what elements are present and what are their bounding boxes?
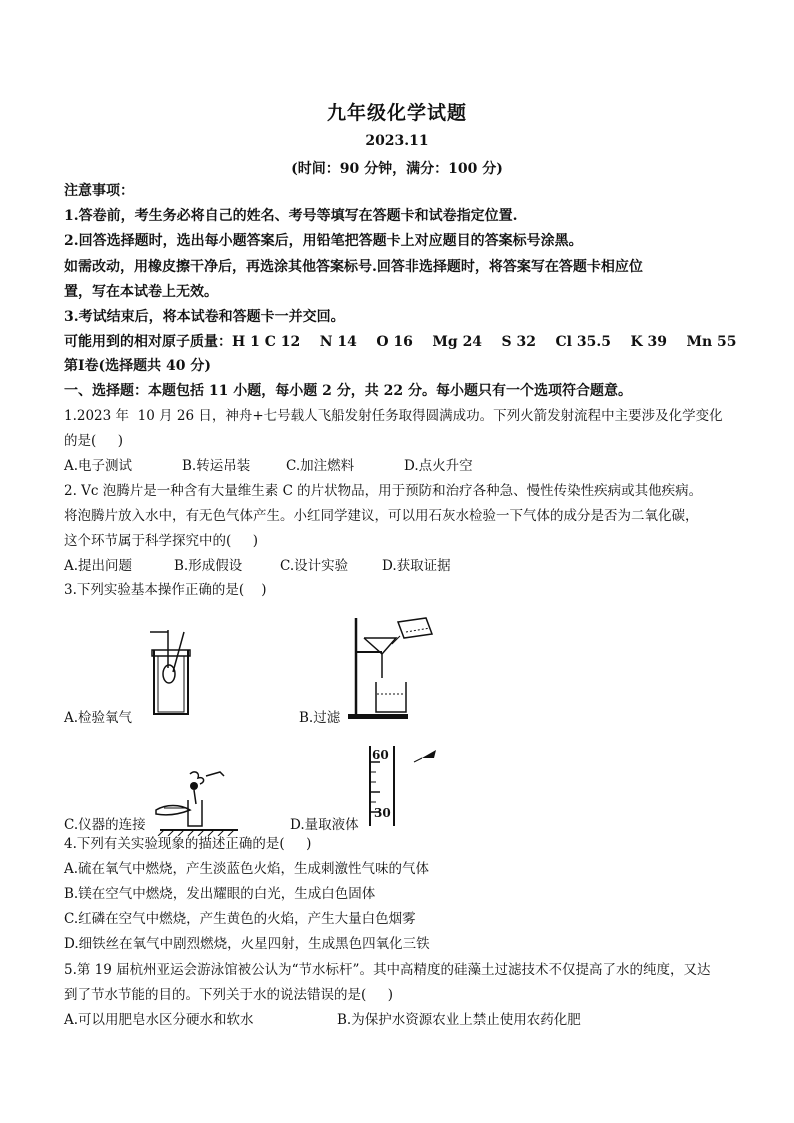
q2-option-b: B.形成假设	[174, 558, 243, 574]
apparatus-connection-illustration	[150, 770, 240, 836]
q4-option-a: A.硫在氧气中燃烧，产生淡蓝色火焰，生成刺激性气味的气体	[64, 861, 430, 877]
cylinder-mark-60: 60	[372, 748, 389, 762]
q2-stem-end: 这个环节属于科学探究中的( )	[64, 533, 258, 549]
q2-options	[64, 556, 451, 576]
q2-option-d: D.获取证据	[382, 558, 451, 574]
q3-option-b: B.过滤	[299, 710, 341, 726]
cylinder-mark-30: 30	[374, 806, 391, 820]
q5-options	[64, 1010, 581, 1030]
note-1: 1.答卷前，考生务必将自己的姓名、考号等填写在答题卡和试卷指定位置.	[64, 208, 518, 224]
q1-options	[64, 456, 473, 476]
note-2-end: 置，写在本试卷上无效。	[64, 284, 218, 300]
note-3: 3.考试结束后，将本试卷和答题卡一并交回。	[64, 309, 345, 325]
q2-option-c: C.设计实验	[280, 558, 349, 574]
part-label: 第Ⅰ卷(选择题共 40 分)	[64, 358, 212, 374]
q2-stem-2: 将泡腾片放入水中，有无色气体产生。小红同学建议，可以用石灰水检验一下气体的成分是否为二氧化碳，	[64, 508, 699, 524]
q2-option-a: A.提出问题	[64, 558, 133, 574]
exam-date: 2023.11	[365, 133, 429, 149]
note-2-continued: 如需改动，用橡皮擦干净后，再选涂其他答案标号.回答非选择题时，将答案写在答题卡相应位	[64, 259, 643, 275]
q3-stem: 3.下列实验基本操作正确的是( )	[64, 582, 267, 598]
section-instruction: 一、选择题：本题包括 11 小题，每小题 2 分，共 22 分。每小题只有一个选项符合题意。	[64, 383, 632, 399]
q3-option-a: A.检验氧气	[64, 710, 133, 726]
q4-stem: 4.下列有关实验现象的描述正确的是( )	[64, 836, 312, 852]
filtration-illustration	[348, 616, 438, 720]
q5-stem: 5.第 19 届杭州亚运会游泳馆被公认为“节水标杆”。其中高精度的硅藻土过滤技术不仅提高了水的纯度，又达	[64, 962, 711, 978]
time-info: (时间：90 分钟，满分：100 分)	[291, 161, 503, 177]
note-2: 2.回答选择题时，选出每小题答案后，用铅笔把答题卡上对应题目的答案标号涂黑。	[64, 233, 583, 249]
q4-option-b: B.镁在空气中燃烧，发出耀眼的白光，生成白色固体	[64, 886, 376, 902]
q1-option-d: D.点火升空	[404, 458, 473, 474]
q5-option-a: A.可以用肥皂水区分硬水和软水	[64, 1012, 254, 1028]
q3-option-d: D.量取液体	[290, 817, 359, 833]
q1-option-c: C.加注燃料	[286, 458, 355, 474]
q5-stem-end: 到了节水节能的目的。下列关于水的说法错误的是( )	[64, 987, 393, 1003]
oxygen-test-illustration	[140, 628, 200, 720]
page-title: 九年级化学试题	[326, 102, 467, 124]
q1-stem-end: 的是( )	[64, 433, 123, 449]
q2-stem: 2. Vc 泡腾片是一种含有大量维生素 C 的片状物品，用于预防和治疗各种急、慢性传染性疾病或其他疾病。	[64, 483, 703, 499]
q3-option-c: C.仪器的连接	[64, 817, 146, 833]
q4-option-d: D.细铁丝在氧气中剧烈燃烧，火星四射，生成黑色四氧化三铁	[64, 936, 430, 952]
notes-heading: 注意事项：	[64, 183, 134, 199]
atomic-masses: 可能用到的相对原子质量：H 1 C 12 N 14 O 16 Mg 24 S 32 Cl 35.5 K 39 Mn 55	[64, 334, 737, 350]
q4-option-c: C.红磷在空气中燃烧，产生黄色的火焰，产生大量白色烟雾	[64, 911, 416, 927]
q1-option-a: A.电子测试	[64, 458, 133, 474]
q1-stem: 1.2023 年 10 月 26 日，神舟+七号载人飞船发射任务取得圆满成功。下列火箭发射流程中主要涉及化学变化	[64, 408, 723, 424]
q1-option-b: B.转运吊装	[182, 458, 251, 474]
q5-option-b: B.为保护水资源农业上禁止使用农药化肥	[337, 1012, 581, 1028]
